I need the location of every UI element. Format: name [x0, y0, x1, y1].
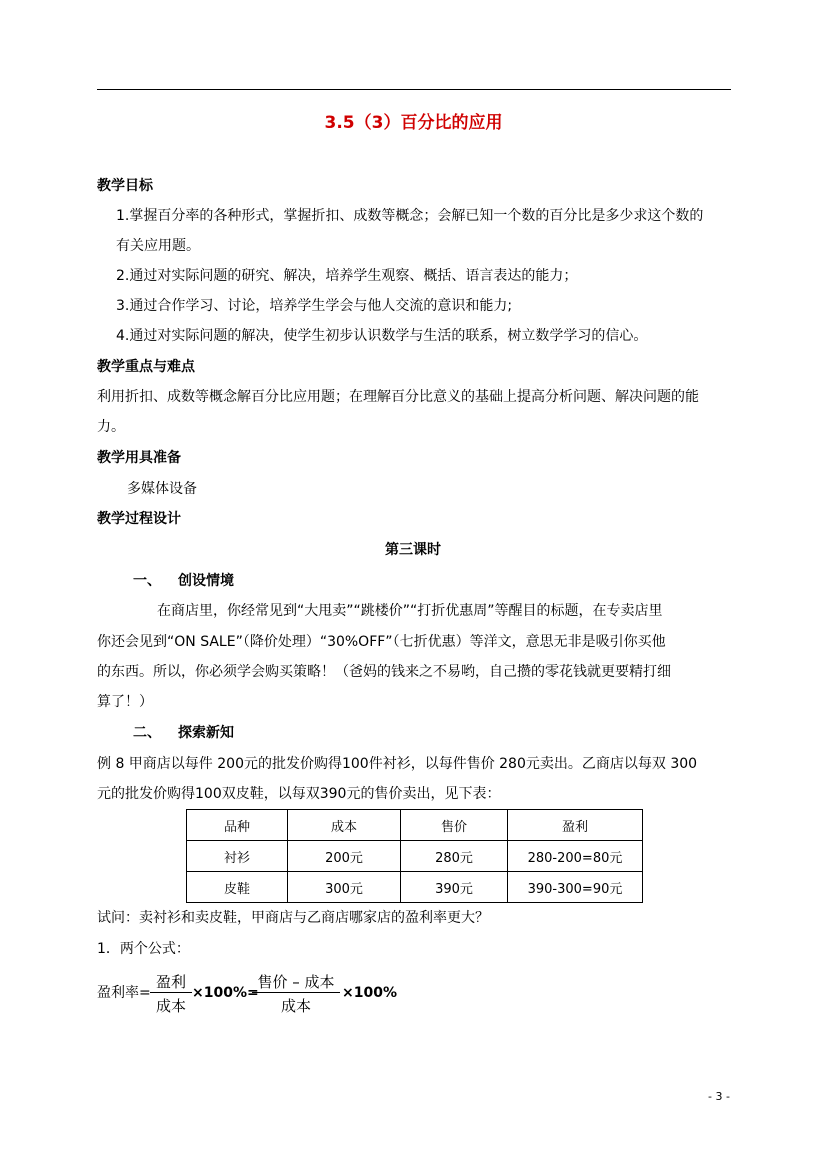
table-header-cell: 品种: [187, 810, 288, 841]
header-rule: [97, 89, 731, 90]
part1-number: 一、: [133, 573, 161, 589]
example-line: 例 8 甲商店以每件 200元的批发价购得100件衬衫，以每件售价 280元卖出。乙商店以每双 300: [97, 756, 698, 772]
fraction2-denominator: 成本: [280, 997, 311, 1015]
table-cell: 200元: [288, 841, 401, 872]
goal-line: 3.通过合作学习、讨论，培养学生学会与他人交流的意识和能力;: [116, 298, 513, 314]
goal-line: 1.掌握百分率的各种形式，掌握折扣、成数等概念；会解已知一个数的百分比是多少求这个数的: [116, 208, 704, 224]
table-row: [187, 841, 643, 872]
part1-line: 算了！）: [97, 694, 153, 710]
goal-line: 有关应用题。: [116, 238, 200, 254]
table-cell: 衬衫: [187, 841, 288, 872]
lesson-heading: 第三课时: [385, 542, 441, 558]
fraction1-numerator: 盈利: [155, 973, 186, 991]
part1-title: 创设情境: [178, 573, 234, 589]
key-heading: 教学重点与难点: [97, 359, 195, 375]
formula-times2: ×100%: [342, 985, 397, 1001]
table-cell: 皮鞋: [187, 872, 288, 903]
table-row: [187, 872, 643, 903]
formula-lhs: 盈利率=: [97, 985, 151, 1001]
goal-line: 2.通过对实际问题的研究、解决，培养学生观察、概括、语言表达的能力；: [116, 268, 578, 284]
example-line: 元的批发价购得100双皮鞋，以每双390元的售价卖出，见下表：: [97, 786, 501, 802]
part1-line: 的东西。所以，你必须学会购买策略！（爸妈的钱来之不易哟，自己攒的零花钱就更要精打细: [97, 664, 671, 680]
table-header-cell: 盈利: [508, 810, 643, 841]
fraction2-numerator: 售价 – 成本: [257, 973, 335, 991]
goals-heading: 教学目标: [97, 178, 153, 194]
process-heading: 教学过程设计: [97, 511, 181, 527]
fraction1-bar: [150, 992, 192, 993]
table-cell: 280-200=80元: [508, 841, 643, 872]
table-header-row: [187, 810, 643, 841]
table-cell: 300元: [288, 872, 401, 903]
tools-heading: 教学用具准备: [97, 450, 181, 466]
table-cell: 390元: [401, 872, 508, 903]
table-cell: 390-300=90元: [508, 872, 643, 903]
part1-line: 在商店里，你经常见到“大甩卖”“跳楼价”“打折优惠周”等醒目的标题，在专卖店里: [157, 603, 663, 619]
part2-title: 探索新知: [178, 725, 234, 741]
part2-number: 二、: [133, 725, 161, 741]
table-cell: 280元: [401, 841, 508, 872]
formula-times1: ×100%=: [192, 985, 259, 1001]
price-table: [186, 809, 643, 903]
formula-heading: 1．两个公式：: [97, 941, 190, 957]
fraction1-denominator: 成本: [155, 997, 186, 1015]
question-text: 试问：卖衬衫和卖皮鞋，甲商店与乙商店哪家店的盈利率更大？: [97, 910, 489, 926]
key-line: 利用折扣、成数等概念解百分比应用题；在理解百分比意义的基础上提高分析问题、解决问题的能: [97, 389, 699, 405]
table-header-cell: 成本: [288, 810, 401, 841]
table-header-cell: 售价: [401, 810, 508, 841]
tools-text: 多媒体设备: [127, 481, 197, 497]
goal-line: 4.通过对实际问题的解决，使学生初步认识数学与生活的联系，树立数学学习的信心。: [116, 328, 648, 344]
fraction2-bar: [252, 992, 340, 993]
page-title: 3.5（3）百分比的应用: [324, 113, 503, 133]
part1-line: 你还会见到“ON SALE”（降价处理）“30%OFF”（七折优惠）等洋文，意思无非是吸引你买他: [97, 634, 666, 650]
key-line: 力。: [97, 419, 125, 435]
page-number: - 3 -: [708, 1090, 730, 1103]
